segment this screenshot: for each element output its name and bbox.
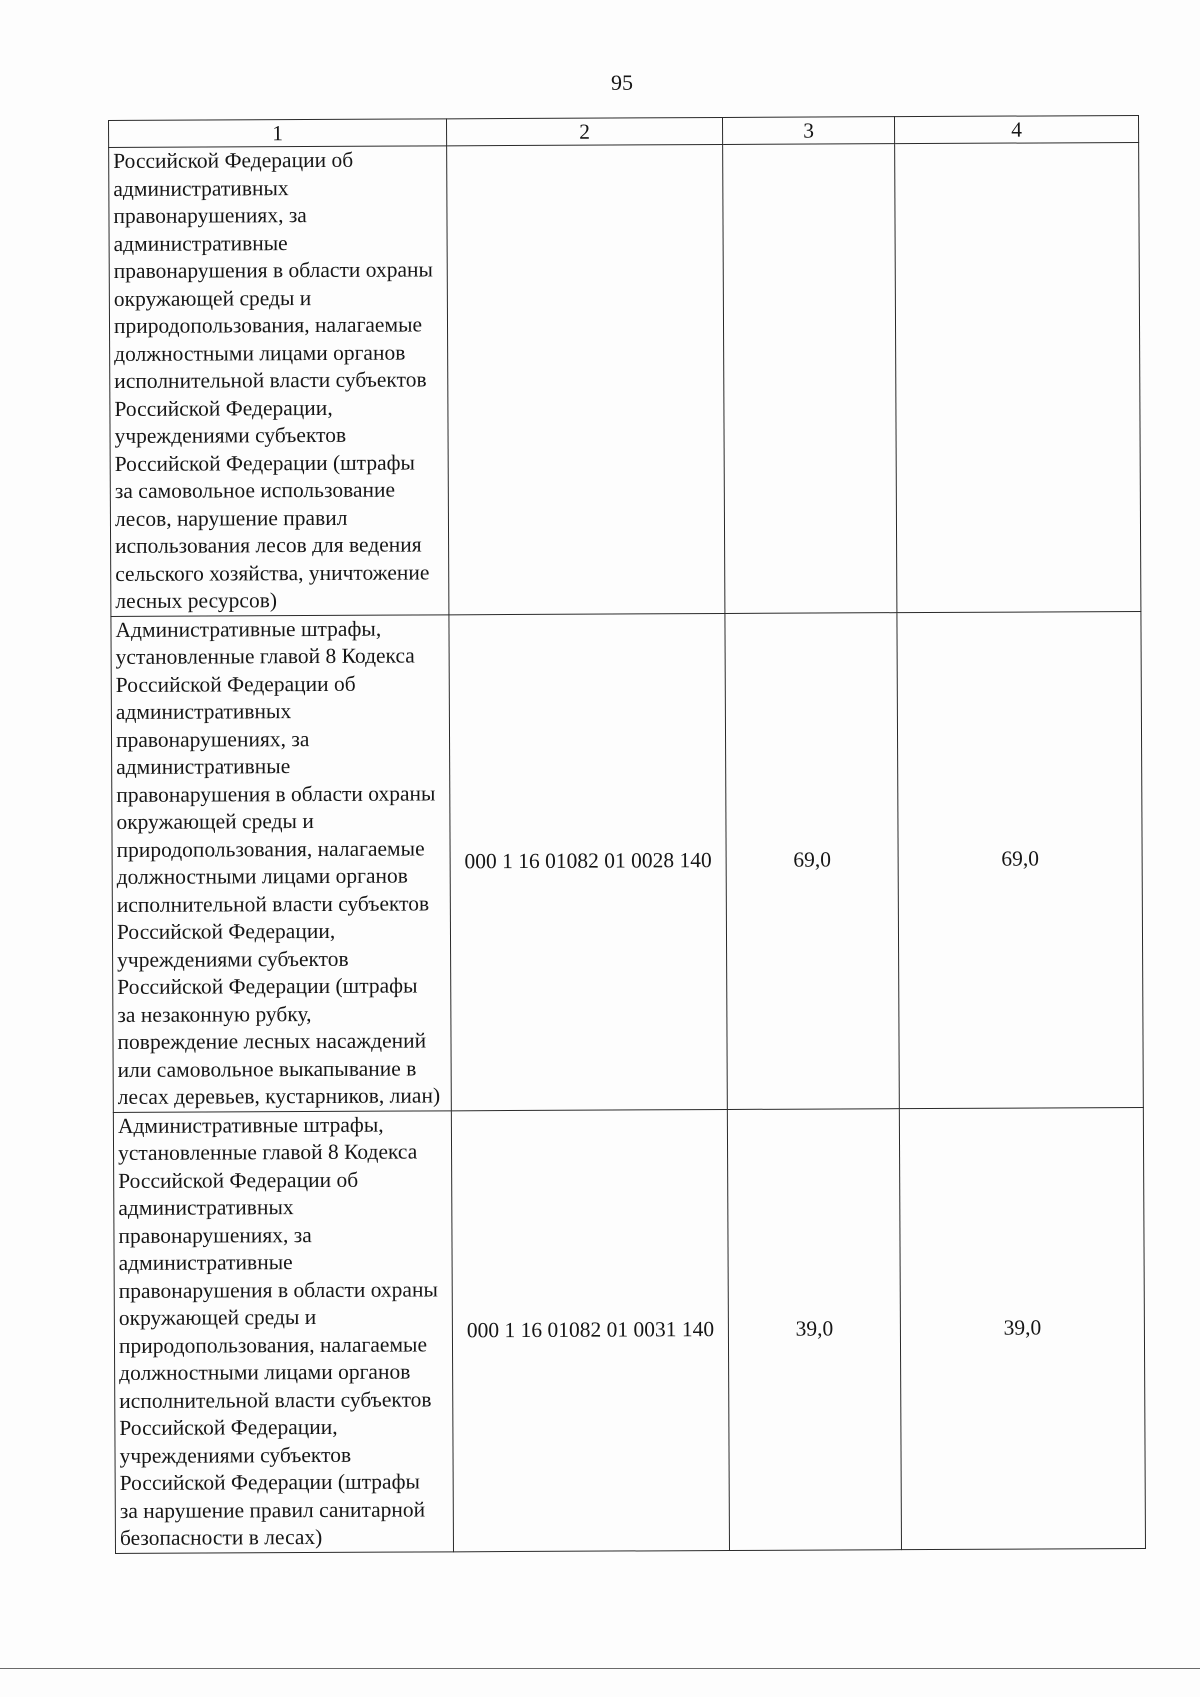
description-line: лесов, нарушение правил: [114, 505, 348, 531]
description-line: правонарушения в области охраны: [116, 780, 436, 807]
description-line: Российской Федерации об: [115, 671, 356, 697]
description-line: сельского хозяйства, уничтожение: [115, 559, 430, 586]
description-line: административных: [115, 699, 292, 724]
description-line: природопользования, налагаемые: [118, 1331, 428, 1358]
row-value-col4: 39,0: [899, 1107, 1145, 1549]
column-header-2: 2: [446, 117, 722, 145]
description-line: окружающей среды и: [118, 1304, 317, 1330]
description-line: исполнительной власти субъектов: [114, 367, 427, 393]
column-header-3: 3: [722, 117, 894, 145]
description-line: должностными лицами органов: [114, 340, 406, 366]
description-line: административные: [116, 754, 291, 779]
table-row: [109, 142, 1141, 616]
page-bottom-rule: [0, 1668, 1200, 1669]
column-header-1: 1: [109, 119, 447, 148]
description-line: учреждениями субъектов: [117, 946, 349, 972]
description-line: правонарушениях, за: [118, 1222, 312, 1248]
description-line: исполнительной власти субъектов: [119, 1386, 432, 1413]
description-line: безопасности в лесах): [119, 1524, 323, 1550]
row-value-col3: 39,0: [727, 1108, 901, 1550]
table-row: [111, 611, 1143, 1112]
description-line: установленные главой 8 Кодекса: [115, 643, 415, 669]
description-line: природопользования, налагаемые: [113, 312, 423, 338]
description-line: повреждение лесных насаждений: [117, 1028, 427, 1054]
description-line: Российской Федерации об: [118, 1167, 359, 1193]
description-line: должностными лицами органов: [119, 1359, 411, 1385]
budget-table: [108, 115, 1146, 1554]
description-line: Российской Федерации (штрафы: [114, 450, 416, 476]
row-budget-code: 000 1 16 01082 01 0028 140: [449, 613, 727, 1110]
description-line: исполнительной власти субъектов: [116, 890, 430, 917]
description-line: Российской Федерации,: [119, 1414, 338, 1440]
description-line: или самовольное выкапывание в: [117, 1056, 417, 1082]
description-line: установленные главой 8 Кодекса: [117, 1139, 418, 1165]
description-line: правонарушениях, за: [113, 203, 307, 228]
description-line: природопользования, налагаемые: [116, 835, 425, 862]
description-line: за самовольное использование: [114, 477, 396, 503]
description-line: Российской Федерации,: [116, 918, 336, 944]
row-budget-code: [447, 144, 725, 614]
description-line: Российской Федерации (штрафы: [119, 1469, 421, 1495]
description-line: за нарушение правил санитарной: [119, 1496, 426, 1523]
description-line: административные: [118, 1250, 293, 1275]
description-line: Российской Федерации (штрафы: [117, 973, 418, 999]
row-value-col4: 69,0: [897, 611, 1143, 1108]
description-line: лесах деревьев, кустарников, лиан): [117, 1083, 441, 1109]
description-line: учреждениями субъектов: [114, 422, 347, 448]
description-line: административных: [118, 1195, 294, 1220]
description-line: правонарушениях, за: [115, 726, 310, 752]
description-line: Административные штрафы,: [115, 616, 382, 642]
description-line: окружающей среды и: [116, 809, 314, 834]
description-line: должностными лицами органов: [116, 863, 408, 889]
description-line: правонарушения в области охраны: [118, 1276, 438, 1303]
description-line: учреждениями субъектов: [119, 1442, 352, 1468]
description-line: Российской Федерации,: [114, 395, 333, 421]
description-line: Российской Федерации об: [113, 147, 354, 173]
row-value-col3: 69,0: [725, 612, 899, 1109]
row-budget-code: 000 1 16 01082 01 0031 140: [451, 1109, 729, 1551]
page-number: 95: [611, 70, 633, 95]
description-line: за незаконную рубку,: [117, 1001, 312, 1027]
description-line: Административные штрафы,: [117, 1112, 384, 1138]
table-row: [113, 1107, 1145, 1553]
description-line: лесных ресурсов): [115, 588, 278, 613]
description-line: административные: [113, 230, 288, 256]
row-value-col4: [895, 142, 1141, 612]
column-header-4: 4: [894, 115, 1138, 143]
row-description: [113, 1110, 453, 1553]
row-description: [109, 146, 449, 616]
description-line: административных: [113, 175, 289, 201]
description-line: окружающей среды и: [113, 285, 312, 311]
row-value-col3: [723, 144, 897, 613]
row-description: [111, 614, 451, 1112]
description-line: использования лесов для ведения: [115, 532, 422, 558]
description-line: правонарушения в области охраны: [113, 257, 433, 283]
